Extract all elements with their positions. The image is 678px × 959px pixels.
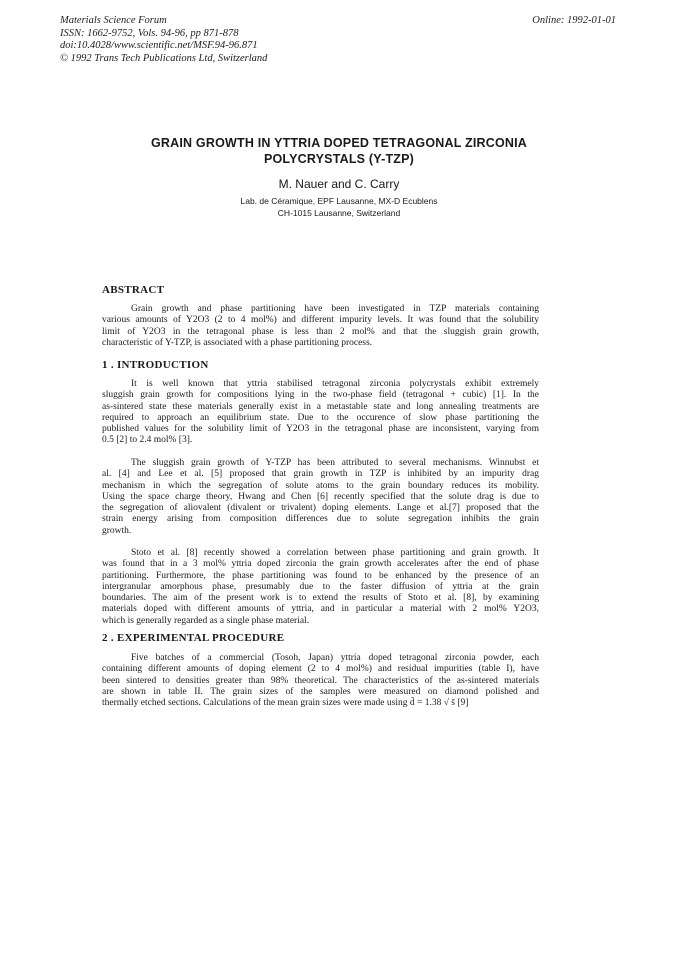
affiliation-line-2: CH-1015 Lausanne, Switzerland xyxy=(277,208,401,218)
text-line: various amounts of Y2O3 (2 to 4 mol%) and different impurity levels. It was found that the solubility xyxy=(102,315,539,326)
journal-meta xyxy=(60,15,267,65)
text-line: sluggish grain growth for compositions lying in the two-phase field (tetragonal + cubic) [1]. In the xyxy=(102,390,539,401)
text-line: required to approach an equilibrium state. Due to the occurence of slow phase partitioning the xyxy=(102,412,539,423)
text-line: al. [4] and Lee et al. [5] proposed that grain growth in TZP is inhibited by an impurity drag xyxy=(102,469,539,480)
text-line: Using the space charge theory, Hwang and Chen [6] recently specified that the solute drag is due to xyxy=(102,491,539,502)
text-line: published values for the solubility limit of Y2O3 in the tetragonal phase are inconsistent, varying from xyxy=(102,424,539,435)
affiliation xyxy=(100,195,578,219)
text-line: as-sintered state these materials generally exist in a metastable state and long annealing treatments are xyxy=(102,401,539,412)
text-line: been sintered to densities greater than 98% theoretical. The characteristics of the as-sintered materials xyxy=(102,675,539,686)
abstract-heading: ABSTRACT xyxy=(102,284,165,296)
text-line: Stoto et al. [8] recently showed a correlation between phase partitioning and grain growth. It xyxy=(131,548,539,558)
text-line: the segregation of aliovalent (divalent or trivalent) doping elements. Lange et al.[7] proposed that the xyxy=(102,503,539,514)
text-line: containing different amounts of doping element (2 to 4 mol%) and residual impurities (table I), have xyxy=(102,664,539,675)
intro-paragraph-2 xyxy=(102,458,539,537)
text-line: intergranular amorphous phase, presumably due to the faster diffusion of yttria at the grain xyxy=(102,581,539,592)
affiliation-line-1: Lab. de Céramique, EPF Lausanne, MX-D Ecublens xyxy=(240,196,438,206)
journal-name: Materials Science Forum xyxy=(60,15,167,26)
text-line: growth. xyxy=(102,525,132,536)
intro-paragraph-1 xyxy=(102,379,539,447)
text-line: boundaries. The aim of the present work is to extend the results of Stoto et al. [8], by examining xyxy=(102,593,539,604)
title-line-2: POLYCRYSTALS (Y-TZP) xyxy=(263,152,415,166)
text-line: limit of Y2O3 in the tetragonal phase is less than 2 mol% and that the sluggish grain growth, xyxy=(102,326,539,337)
introduction-heading: 1 . INTRODUCTION xyxy=(102,359,209,371)
text-line: which is generally regarded as a single phase material. xyxy=(102,615,310,626)
text-line: partitioning. Furthermore, the phase partitioning was found to be enhanced by the presence of an xyxy=(102,570,539,581)
text-line: Grain growth and phase partitioning have been investigated in TZP materials containing xyxy=(131,304,539,314)
text-line: materials doped with different amounts of yttria, and in particular a material with 2 mol% Y2O3, xyxy=(102,604,539,615)
text-line: strain energy arising from composition differences due to solute segregation inhibits the grain xyxy=(102,514,539,525)
text-line: mechanism in which the segregation of solute atoms to the grain boundary reduces its mobility. xyxy=(102,480,539,491)
text-line: Five batches of a commercial (Tosoh, Japan) yttria doped tetragonal zirconia powder, each xyxy=(131,653,539,663)
authors: M. Nauer and C. Carry xyxy=(278,177,400,191)
doi-line[interactable]: doi:10.4028/www.scientific.net/MSF.94-96.871 xyxy=(60,40,258,51)
text-line: It is well known that yttria stabilised tetragonal zirconia polycrystals exhibit extremely xyxy=(131,379,539,389)
text-line: 0.5 [2] to 2.4 mol% [3]. xyxy=(102,435,193,446)
intro-paragraph-3 xyxy=(102,548,539,627)
text-line: The sluggish grain growth of Y-TZP has been attributed to several mechanisms. Winnubst et xyxy=(131,458,539,468)
issn-line: ISSN: 1662-9752, Vols. 94-96, pp 871-878 xyxy=(60,27,239,39)
experimental-heading: 2 . EXPERIMENTAL PROCEDURE xyxy=(102,632,285,644)
paper-title xyxy=(100,135,578,167)
copyright-line: © 1992 Trans Tech Publications Ltd, Switzerland xyxy=(60,52,268,64)
experimental-paragraph-1 xyxy=(102,653,539,709)
text-line: characteristic of Y-TZP, is associated with a phase partitioning process. xyxy=(102,337,373,348)
abstract-paragraph xyxy=(102,304,539,349)
online-date: Online: 1992-01-01 xyxy=(532,15,616,26)
text-line: thermally etched sections. Calculations of the mean grain sizes were made using d̄ = 1.38 √ s̄ [9] xyxy=(102,698,469,709)
title-line-1: GRAIN GROWTH IN YTTRIA DOPED TETRAGONAL ZIRCONIA xyxy=(150,136,528,150)
text-line: was found that in a 3 mol% yttria doped zirconia the grain growth accelerates after the end of phase xyxy=(102,559,539,570)
text-line: are shown in table II. The grain sizes of the samples were measured on diamond polished and xyxy=(102,686,539,697)
